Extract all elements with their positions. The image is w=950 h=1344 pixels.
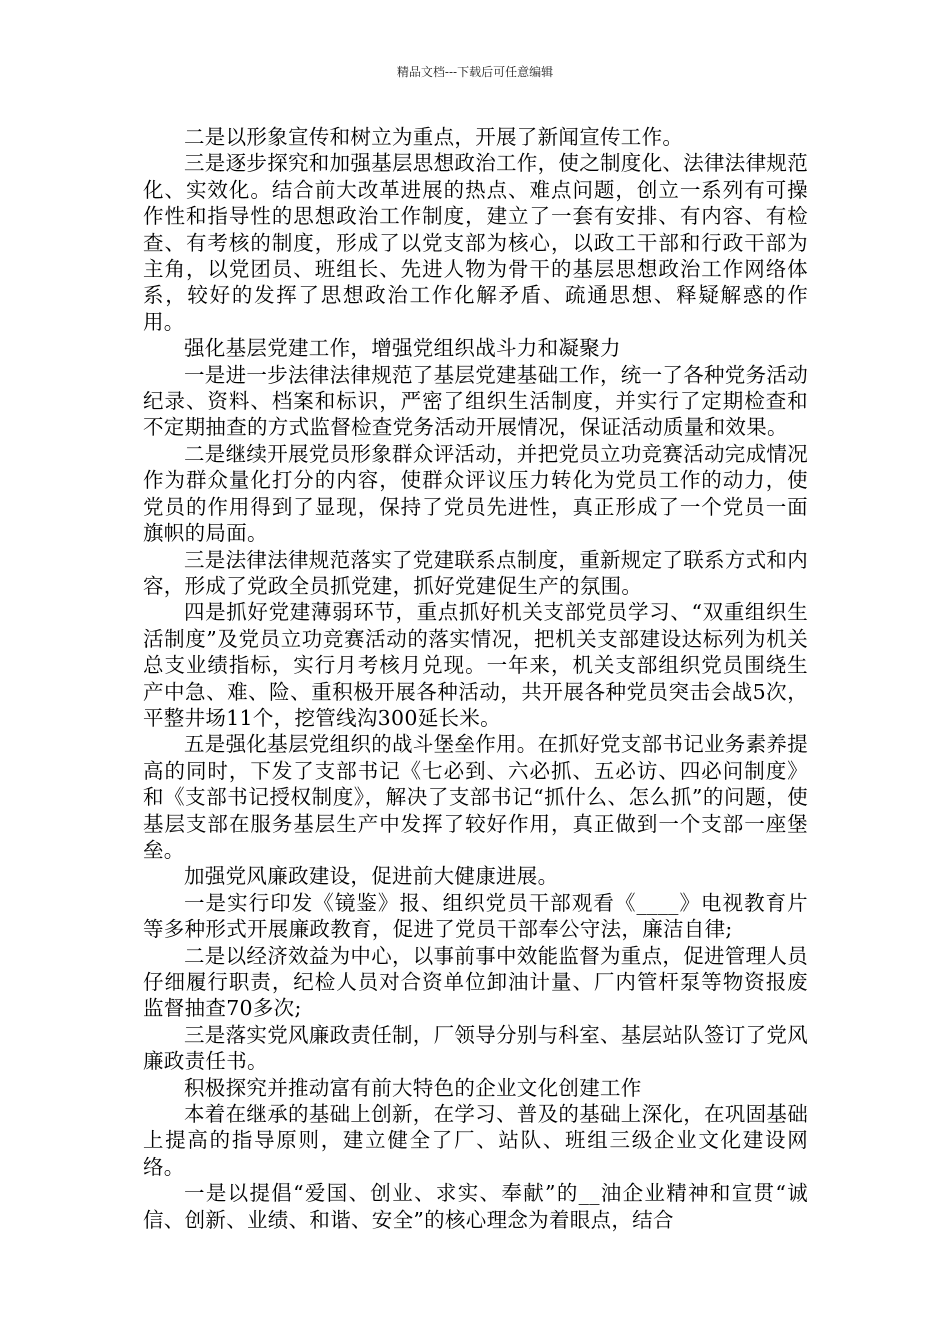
paragraph: 一是以提倡“爱国、创业、求实、奉献”的__油企业精神和宣贯“诚信、创新、业绩、和谐、安全”的核心理念为着眼点，结合	[143, 1181, 808, 1232]
section-heading: 加强党风廉政建设，促进前大健康进展。	[184, 864, 559, 889]
page-header: 精品文档---下载后可任意编辑	[396, 65, 554, 79]
document-body	[143, 124, 808, 1233]
paragraph: 一是进一步法律法律规范了基层党建基础工作，统一了各种党务活动纪录、资料、档案和标识，严密了组织生活制度，并实行了定期检查和不定期抽查的方式监督检查党务活动开展情况，保证活动质量和效果。	[143, 362, 808, 440]
paragraph: 本着在继承的基础上创新，在学习、普及的基础上深化，在巩固基础上提高的指导原则，建立健全了厂、站队、班组三级企业文化建设网络。	[143, 1102, 808, 1179]
section-heading: 强化基层党建工作，增强党组织战斗力和凝聚力	[184, 336, 621, 361]
section-heading: 积极探究并推动富有前大特色的企业文化创建工作	[184, 1075, 642, 1100]
paragraph: 二是继续开展党员形象群众评活动，并把党员立功竞赛活动完成情况作为群众量化打分的内容，使群众评议压力转化为党员工作的动力，使党员的作用得到了显现，保持了党员先进性，真正形成了一个党员一面旗帜的局面。	[143, 441, 808, 546]
paragraph: 四是抓好党建薄弱环节，重点抓好机关支部党员学习、“双重组织生活制度”及党员立功竞赛活动的落实情况，把机关支部建设达标列为机关总支业绩指标，实行月考核月兑现。一年来，机关支部组织党员围绕生产中急、难、险、重积极开展各种活动，共开展各种党员突击会战5次，平整井场11个，挖管线沟300延长米。	[143, 600, 808, 730]
paragraph: 二是以经济效益为中心，以事前事中效能监督为重点，促进管理人员仔细履行职责，纪检人员对合资单位卸油计量、厂内管杆泵等物资报废监督抽查70多次;	[143, 943, 808, 1021]
paragraph: 五是强化基层党组织的战斗堡垒作用。在抓好党支部书记业务素养提高的同时，下发了支部书记《七必到、六必抓、五必访、四必问制度》和《支部书记授权制度》，解决了支部书记“抓什么、怎么抓”的问题，使基层支部在服务基层生产中发挥了较好作用，真正做到一个支部一座堡垒。	[143, 732, 808, 862]
paragraph: 三是落实党风廉政责任制，厂领导分别与科室、基层站队签订了党风廉政责任书。	[143, 1022, 808, 1074]
paragraph: 一是实行印发《镜鉴》报、组织党员干部观看《____》电视教育片等多种形式开展廉政教育，促进了党员干部奉公守法，廉洁自律;	[143, 890, 808, 942]
paragraph: 三是逐步探究和加强基层思想政治工作，使之制度化、法律法律规范化、实效化。结合前大改革进展的热点、难点问题，创立一系列有可操作性和指导性的思想政治工作制度，建立了一套有安排、有内容、有检查、有考核的制度，形成了以党支部为核心，以政工干部和行政干部为主角，以党团员、班组长、先进人物为骨干的基层思想政治工作网络体系，较好的发挥了思想政治工作化解矛盾、疏通思想、释疑解惑的作用。	[143, 151, 808, 334]
paragraph: 二是以形象宣传和树立为重点，开展了新闻宣传工作。	[184, 125, 684, 149]
paragraph: 三是法律法律规范落实了党建联系点制度，重新规定了联系方式和内容，形成了党政全员抓党建，抓好党建促生产的氛围。	[143, 547, 808, 598]
